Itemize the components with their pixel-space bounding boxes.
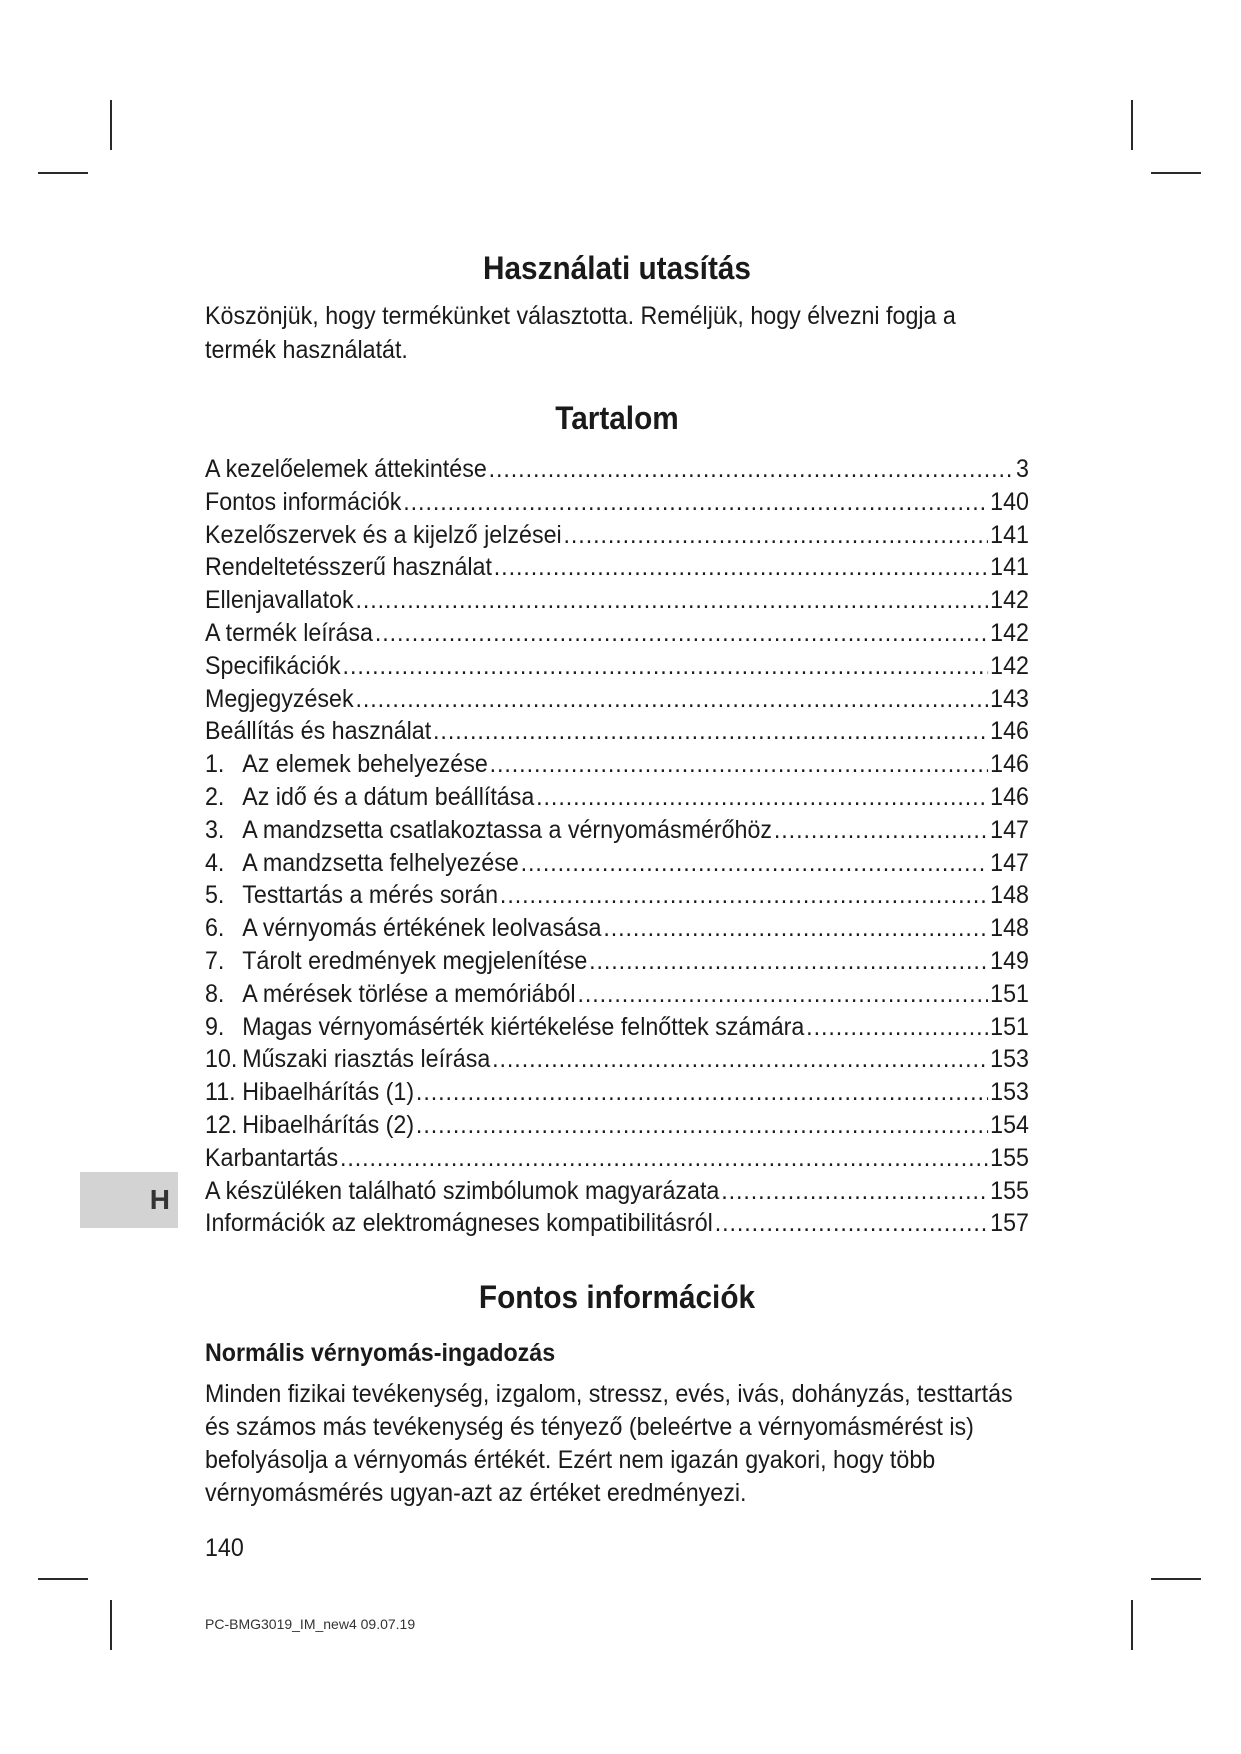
toc-title: Tartalom bbox=[555, 400, 679, 436]
toc-entry-page: 146 bbox=[990, 717, 1029, 746]
toc-entry-label: Az idő és a dátum beállítása bbox=[242, 782, 535, 811]
toc-entry-number: 10. bbox=[205, 1045, 238, 1074]
toc-entry-label: Ellenjavallatok bbox=[205, 586, 354, 615]
toc-entry[interactable] bbox=[205, 879, 1029, 912]
crop-mark-top-right-vertical bbox=[1131, 100, 1133, 150]
toc-entry-label: Megjegyzések bbox=[205, 684, 354, 713]
crop-mark-top-left-horizontal bbox=[38, 172, 88, 174]
toc-entry-page: 147 bbox=[990, 848, 1029, 877]
toc-entry-leader-dots bbox=[490, 748, 989, 781]
toc-entry-label: Információk az elektromágneses kompatibilitásról bbox=[205, 1209, 713, 1238]
toc-entry-leader-dots bbox=[577, 978, 988, 1011]
toc-entry-page: 142 bbox=[990, 651, 1029, 680]
toc-entry-label: A mérések törlése a memóriából bbox=[242, 979, 576, 1008]
toc-entry[interactable] bbox=[205, 814, 1029, 847]
crop-mark-bottom-right-vertical bbox=[1131, 1600, 1133, 1650]
toc-entry-page: 149 bbox=[990, 946, 1029, 975]
toc-entry-page: 140 bbox=[990, 487, 1029, 516]
toc-entry-leader-dots bbox=[521, 847, 989, 880]
toc-entry-page: 151 bbox=[990, 979, 1029, 1008]
toc-entry-page: 141 bbox=[990, 520, 1029, 549]
toc-entry-page: 153 bbox=[990, 1045, 1029, 1074]
toc-entry-leader-dots bbox=[340, 1142, 988, 1175]
toc-entry-number: 3. bbox=[205, 815, 225, 844]
toc-entry-leader-dots bbox=[416, 1109, 988, 1142]
section-title: Fontos információk bbox=[478, 1279, 756, 1316]
toc-entry-page: 155 bbox=[990, 1143, 1029, 1172]
toc-entry-number: 6. bbox=[205, 914, 225, 943]
toc-entry-number: 7. bbox=[205, 946, 225, 975]
toc-entry-leader-dots bbox=[715, 1207, 989, 1240]
page-content bbox=[205, 245, 1029, 1563]
toc-entry-leader-dots bbox=[489, 453, 1015, 486]
toc-entry[interactable] bbox=[205, 715, 1029, 748]
toc-entry-label: Hibaelhárítás (2) bbox=[242, 1110, 415, 1139]
toc-entry-number: 5. bbox=[205, 881, 225, 910]
language-tab bbox=[80, 1172, 178, 1228]
toc-entry[interactable] bbox=[205, 617, 1029, 650]
document-title: Használati utasítás bbox=[483, 250, 751, 286]
toc-entry[interactable] bbox=[205, 650, 1029, 683]
toc-entry-label: Magas vérnyomásérték kiértékelése felnőttek számára bbox=[242, 1012, 805, 1041]
toc-entry-leader-dots bbox=[721, 1175, 988, 1208]
toc-entry-page: 146 bbox=[990, 782, 1029, 811]
toc-entry-label: Specifikációk bbox=[205, 651, 341, 680]
crop-mark-bottom-right-horizontal bbox=[1151, 1578, 1201, 1580]
toc-entry-page: 147 bbox=[990, 815, 1029, 844]
toc-entry[interactable] bbox=[205, 945, 1029, 978]
toc-entry-page: 142 bbox=[990, 618, 1029, 647]
toc-entry-label: Beállítás és használat bbox=[205, 717, 432, 746]
toc-entry[interactable] bbox=[205, 781, 1029, 814]
toc-entry-page: 155 bbox=[990, 1176, 1029, 1205]
toc-entry-leader-dots bbox=[403, 486, 988, 519]
toc-entry-leader-dots bbox=[603, 912, 988, 945]
toc-entry-label: Testtartás a mérés során bbox=[242, 881, 499, 910]
toc-entry-leader-dots bbox=[375, 617, 988, 650]
toc-entry-number: 12. bbox=[205, 1110, 238, 1139]
toc-entry[interactable] bbox=[205, 1175, 1029, 1208]
toc-entry-page: 148 bbox=[990, 914, 1029, 943]
toc-entry-number: 9. bbox=[205, 1012, 225, 1041]
toc-entry-page: 153 bbox=[990, 1078, 1029, 1107]
toc-entry-label: Az elemek behelyezése bbox=[242, 750, 488, 779]
crop-mark-bottom-left-vertical bbox=[110, 1600, 112, 1650]
toc-entry-leader-dots bbox=[492, 1043, 988, 1076]
toc-entry-leader-dots bbox=[536, 781, 988, 814]
toc-entry[interactable] bbox=[205, 978, 1029, 1011]
toc-entry-page: 151 bbox=[990, 1012, 1029, 1041]
toc-entry-label: Fontos információk bbox=[205, 487, 402, 516]
toc-entry-number: 8. bbox=[205, 979, 225, 1008]
toc-entry-label: Műszaki riasztás leírása bbox=[242, 1045, 491, 1074]
toc-entry[interactable] bbox=[205, 486, 1029, 519]
toc-entry-leader-dots bbox=[564, 519, 989, 552]
table-of-contents bbox=[205, 453, 1029, 1240]
crop-mark-bottom-left-horizontal bbox=[38, 1578, 88, 1580]
print-footer: PC-BMG3019_IM_new4 09.07.19 bbox=[205, 1616, 416, 1632]
toc-entry[interactable] bbox=[205, 1142, 1029, 1175]
toc-entry[interactable] bbox=[205, 519, 1029, 552]
intro-text: Köszönjük, hogy termékünket választotta. Reméljük, hogy élvezni fogja a termék használatát. bbox=[205, 302, 956, 364]
toc-entry-leader-dots bbox=[343, 650, 989, 683]
toc-entry[interactable] bbox=[205, 847, 1029, 880]
toc-entry-page: 148 bbox=[990, 881, 1029, 910]
toc-entry[interactable] bbox=[205, 1109, 1029, 1142]
toc-entry[interactable] bbox=[205, 1207, 1029, 1240]
toc-entry-leader-dots bbox=[774, 814, 988, 847]
toc-entry-leader-dots bbox=[494, 551, 989, 584]
toc-entry-leader-dots bbox=[806, 1011, 988, 1044]
toc-entry-page: 3 bbox=[1016, 455, 1029, 483]
toc-entry-leader-dots bbox=[500, 879, 988, 912]
toc-entry-page: 142 bbox=[990, 586, 1029, 615]
toc-entry-label: Tárolt eredmények megjelenítése bbox=[242, 946, 588, 975]
toc-entry-leader-dots bbox=[589, 945, 988, 978]
toc-entry[interactable] bbox=[205, 551, 1029, 584]
crop-mark-top-right-horizontal bbox=[1151, 172, 1201, 174]
toc-entry-page: 141 bbox=[990, 553, 1029, 582]
toc-entry-page: 157 bbox=[990, 1209, 1029, 1238]
toc-entry-number: 4. bbox=[205, 848, 225, 877]
toc-entry-label: Rendeltetésszerű használat bbox=[205, 553, 492, 582]
toc-entry-page: 154 bbox=[990, 1110, 1029, 1139]
toc-entry[interactable] bbox=[205, 453, 1029, 486]
toc-entry[interactable] bbox=[205, 748, 1029, 781]
toc-entry-label: A kezelőelemek áttekintése bbox=[205, 455, 487, 483]
section-body: Minden fizikai tevékenység, izgalom, stressz, evés, ivás, dohányzás, testtartás és számos más tevékenység és tényező (beleértve a vérnyomásmérést is) befolyásolja a vérnyomás értékét. Ezért nem igazán gyakori, hogy több vérnyomásmérés ugyan-azt az értéket eredményezi. bbox=[205, 1380, 1013, 1508]
toc-entry-label: Karbantartás bbox=[205, 1143, 339, 1172]
toc-entry-number: 1. bbox=[205, 750, 225, 779]
toc-entry[interactable] bbox=[205, 1011, 1029, 1044]
toc-entry-label: A mandzsetta felhelyezése bbox=[242, 848, 519, 877]
toc-entry[interactable] bbox=[205, 584, 1029, 617]
crop-mark-top-left-vertical bbox=[110, 100, 112, 150]
toc-entry-leader-dots bbox=[355, 683, 988, 716]
toc-entry-leader-dots bbox=[416, 1076, 988, 1109]
toc-entry-page: 146 bbox=[990, 750, 1029, 779]
toc-entry[interactable] bbox=[205, 1043, 1029, 1076]
toc-entry-number: 2. bbox=[205, 782, 225, 811]
language-tab-label: H bbox=[149, 1184, 170, 1215]
section-subtitle: Normális vérnyomás-ingadozás bbox=[205, 1339, 556, 1368]
page-number: 140 bbox=[205, 1534, 244, 1563]
toc-entry[interactable] bbox=[205, 683, 1029, 716]
toc-entry-leader-dots bbox=[433, 715, 988, 748]
toc-entry-label: A vérnyomás értékének leolvasása bbox=[242, 914, 602, 943]
toc-entry-label: A készüléken található szimbólumok magyarázata bbox=[205, 1176, 720, 1205]
toc-entry-label: A mandzsetta csatlakoztassa a vérnyomásmérőhöz bbox=[242, 815, 773, 844]
toc-entry[interactable] bbox=[205, 1076, 1029, 1109]
toc-entry-label: A termék leírása bbox=[205, 618, 373, 647]
toc-entry-label: Hibaelhárítás (1) bbox=[242, 1078, 415, 1107]
toc-entry[interactable] bbox=[205, 912, 1029, 945]
toc-entry-label: Kezelőszervek és a kijelző jelzései bbox=[205, 520, 562, 549]
toc-entry-number: 11. bbox=[205, 1078, 236, 1107]
toc-entry-leader-dots bbox=[356, 584, 989, 617]
toc-entry-page: 143 bbox=[990, 684, 1029, 713]
